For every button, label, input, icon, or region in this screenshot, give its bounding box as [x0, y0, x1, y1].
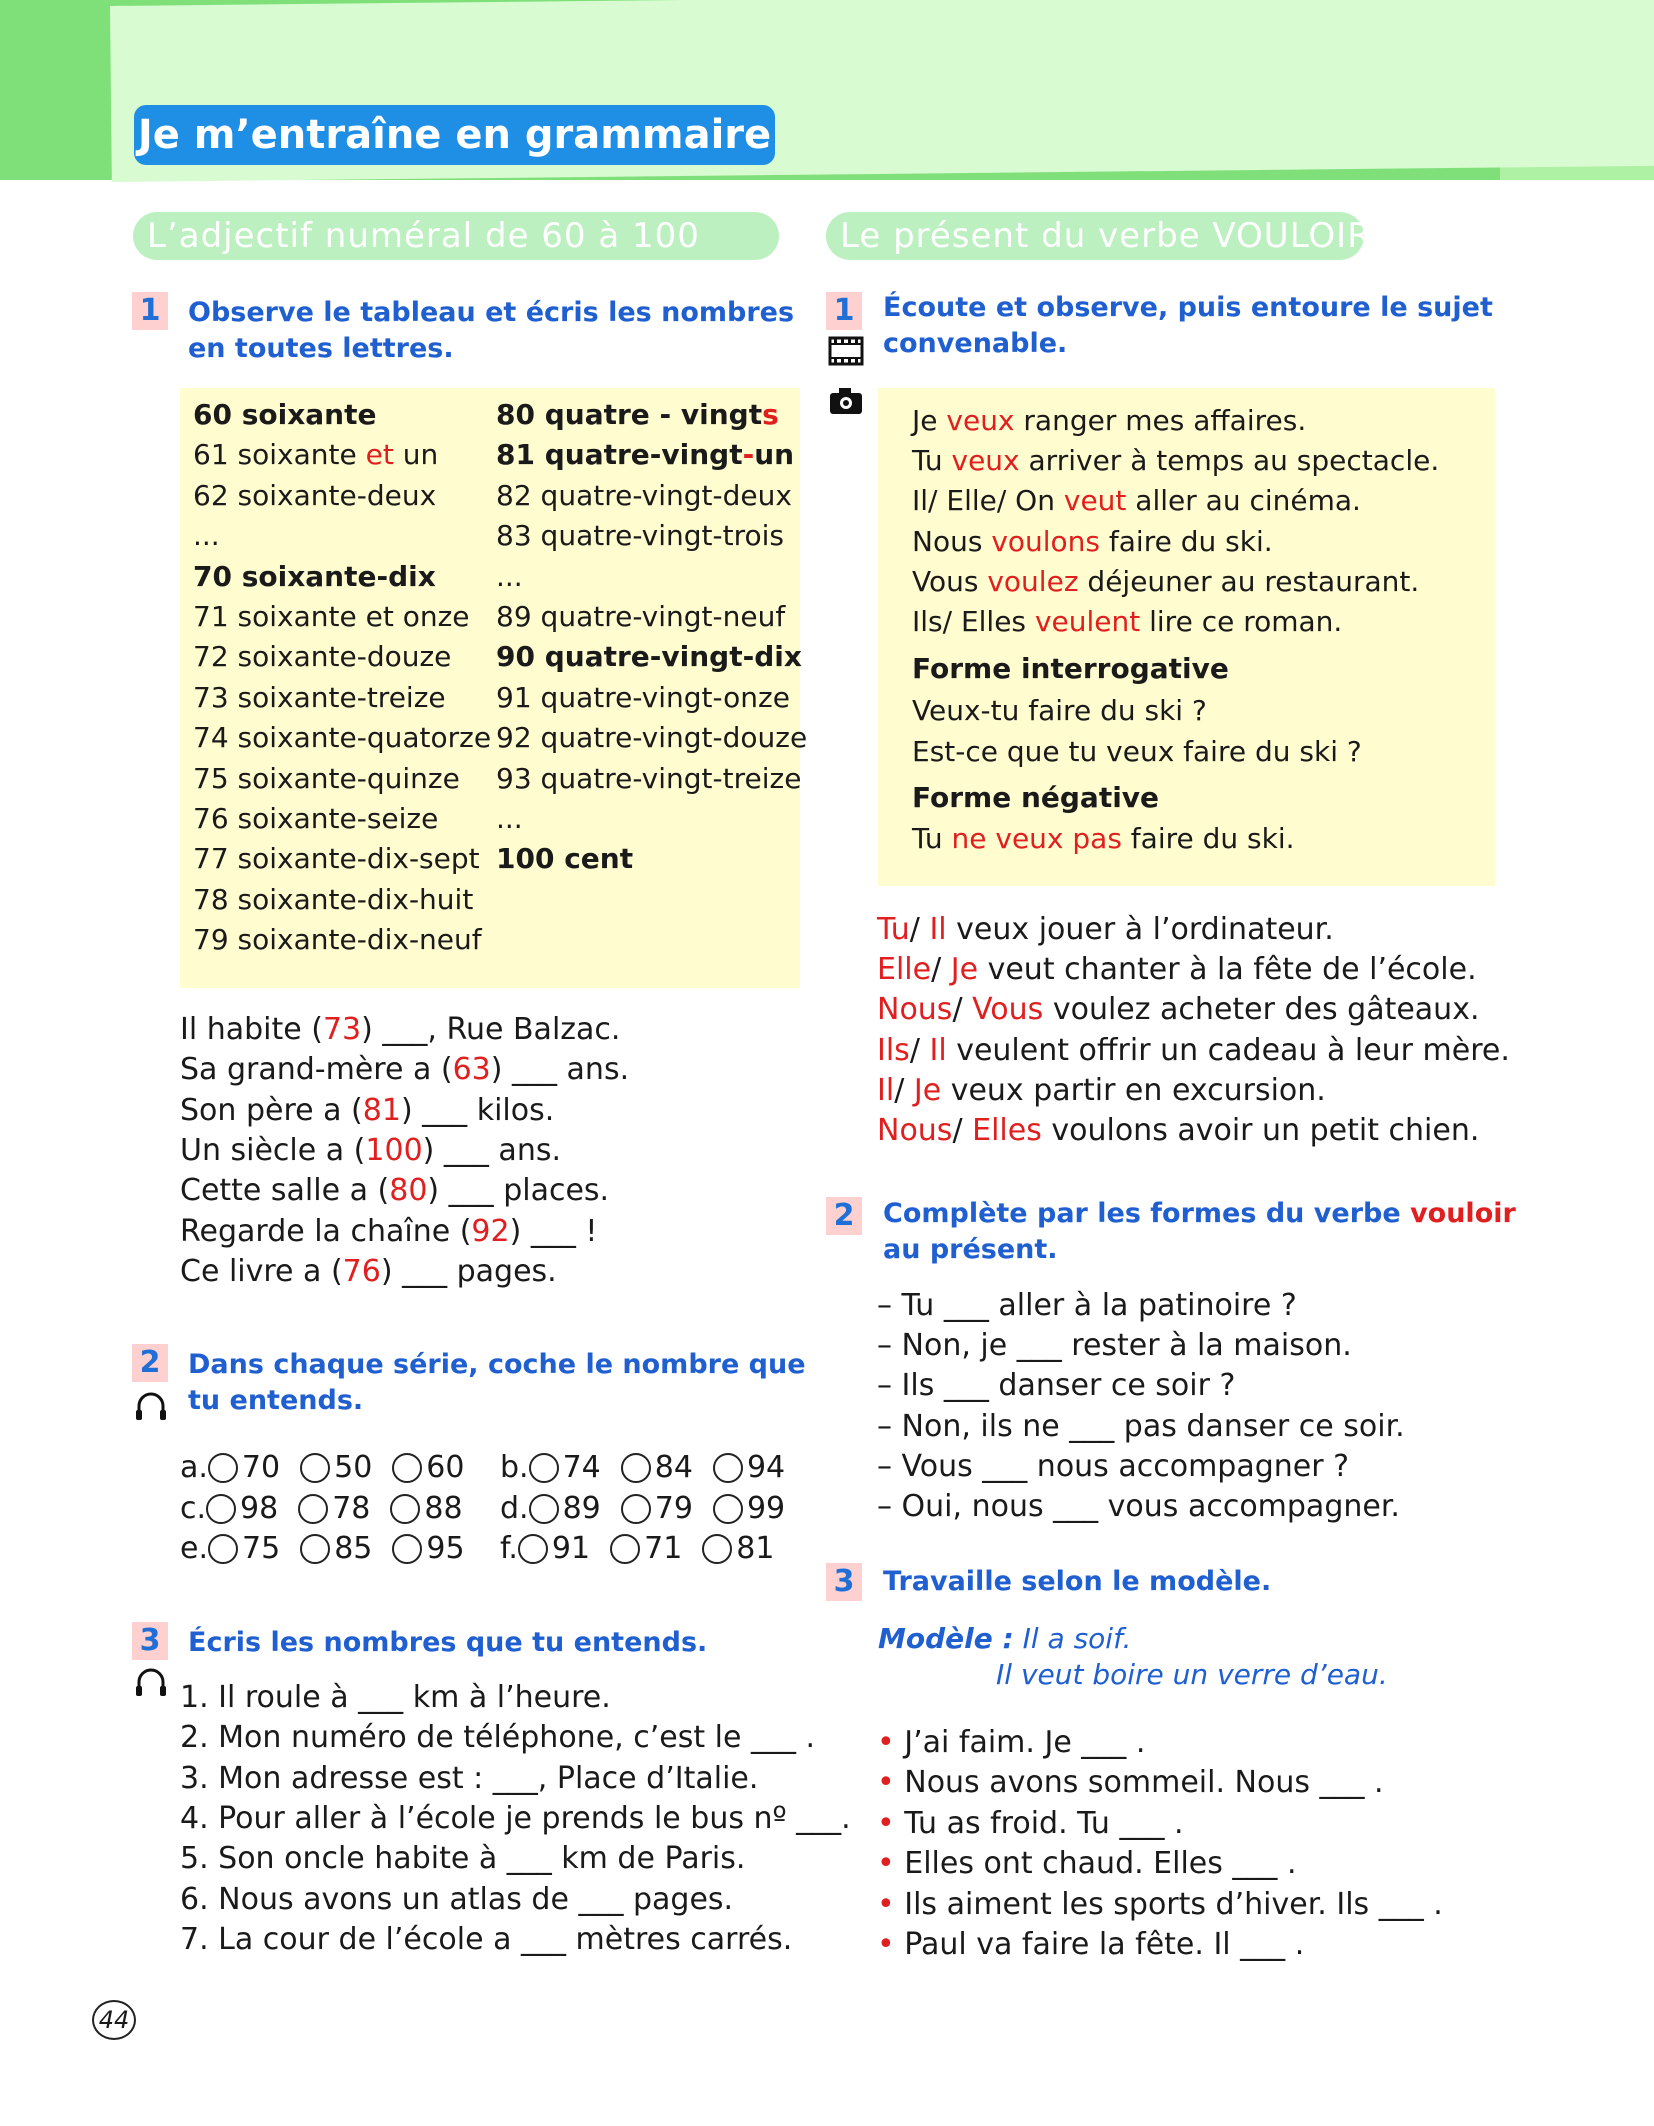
number-digits: 89	[496, 600, 532, 633]
page-title: Je m’entraîne en grammaire	[134, 105, 775, 165]
sentence-text: Il habite (	[180, 1012, 323, 1047]
conjugation-subject: Ils/ Elles	[912, 605, 1035, 638]
number-highlight: -	[742, 438, 755, 472]
choice-number: 60	[426, 1450, 465, 1485]
choice-number: 85	[334, 1531, 373, 1566]
choice-label: b.	[500, 1450, 529, 1485]
conjugation-row	[912, 484, 1361, 517]
choice-sentence-text: veux partir en excursion.	[941, 1072, 1326, 1108]
choice-row	[500, 1491, 785, 1526]
number-words: soixante-seize	[237, 802, 439, 835]
choice-row	[180, 1491, 463, 1526]
conjugation-verb: veux	[946, 404, 1015, 437]
number-highlight: s	[762, 398, 779, 431]
conjugation-verb: veut	[1063, 484, 1127, 518]
sentence-number: 73	[322, 1012, 362, 1047]
number-row	[193, 842, 480, 875]
model-line1: Modèle : Il a soif.	[878, 1622, 1132, 1655]
sentence-item	[180, 1214, 597, 1249]
number-highlight: et	[365, 438, 394, 472]
choice-number: 79	[654, 1490, 693, 1526]
conjugation-row	[912, 605, 1342, 638]
conjugation-rest: faire du ski.	[1100, 524, 1273, 558]
choice-sentence: Tu/ Il veux jouer à l’ordinateur.	[877, 912, 1334, 947]
section-title-numerals: L’adjectif numéral de 60 à 100	[133, 212, 779, 260]
number-words: quatre-vingt-treize	[540, 761, 802, 795]
checkbox-circle[interactable]	[621, 1453, 651, 1483]
model-item	[877, 1846, 1297, 1881]
sentence-text: ) ___ ans.	[490, 1052, 630, 1088]
sentence-item	[180, 1093, 554, 1128]
sentence-text: Un siècle a (	[180, 1132, 366, 1168]
number-digits: 74	[193, 721, 229, 755]
number-words: soixante	[241, 398, 377, 431]
sentence-item	[180, 1133, 561, 1168]
exercise-number: 2	[132, 1344, 168, 1382]
checkbox-circle[interactable]	[529, 1494, 559, 1524]
number-digits: 93	[496, 761, 532, 795]
sentence-number: 76	[342, 1253, 381, 1289]
exercise-instruction: Écoute et observe, puis entoure le sujet convenable.	[883, 292, 1493, 359]
dictation-item: 4. Pour aller à l’école je prends le bus nº ___.	[180, 1800, 851, 1836]
number-words: quatre-vingt	[544, 438, 743, 472]
headphones-icon	[134, 1390, 168, 1422]
number-words: soixante et onze	[237, 600, 470, 633]
choice-sentence-text: veut chanter à la fête de l’école.	[978, 952, 1477, 988]
number-row	[193, 762, 460, 795]
checkbox-circle[interactable]	[300, 1453, 330, 1483]
model-item-text: Tu as froid. Tu ___ .	[904, 1805, 1184, 1841]
dialogue-item: – Non, ils ne ___ pas danser ce soir.	[877, 1408, 1405, 1444]
checkbox-circle[interactable]	[621, 1494, 651, 1524]
negative-title: Forme négative	[912, 781, 1160, 814]
checkbox-circle[interactable]	[390, 1494, 420, 1524]
number-row	[496, 438, 794, 471]
checkbox-circle[interactable]	[300, 1534, 330, 1564]
number-words: soixante	[237, 438, 366, 472]
number-row	[193, 721, 491, 754]
choice-label: a.	[180, 1450, 208, 1485]
sentence-text: Sa grand-mère a (	[180, 1052, 453, 1088]
choice-number: 78	[332, 1490, 371, 1526]
dialogue-item: – Ils ___ danser ce soir ?	[877, 1368, 1236, 1404]
choice-label: e.	[180, 1531, 208, 1566]
number-words: quatre-vingt-onze	[540, 680, 790, 714]
number-digits: 92	[496, 721, 532, 755]
number-row	[496, 640, 802, 673]
number-digits: 82	[496, 478, 532, 512]
sentence-text: ) ___ pages.	[380, 1253, 557, 1289]
sentence-text: ) ___ ans.	[422, 1132, 561, 1168]
number-digits: ...	[496, 802, 523, 835]
subject-option[interactable]: Ils	[877, 1032, 910, 1068]
choice-label: f.	[500, 1531, 518, 1566]
number-row	[193, 438, 438, 471]
conjugation-rest: lire ce roman.	[1140, 605, 1343, 638]
number-row	[496, 802, 523, 835]
number-digits: 91	[496, 680, 532, 714]
model-item-text: Elles ont chaud. Elles ___ .	[904, 1846, 1297, 1882]
conjugation-verb: veux	[951, 444, 1020, 478]
number-digits: 61	[193, 438, 229, 472]
sentence-text: Regarde la chaîne (	[180, 1213, 472, 1249]
conjugation-subject: Il/ Elle/ On	[912, 484, 1064, 518]
bullet-icon: •	[877, 1765, 895, 1801]
number-digits: 80	[496, 398, 535, 431]
choice-number: 84	[654, 1450, 693, 1485]
model-item-text: Paul va faire la fête. Il ___ .	[904, 1927, 1305, 1962]
checkbox-circle[interactable]	[392, 1534, 422, 1564]
conjugation-row	[912, 525, 1273, 558]
conjugation-subject: Nous	[912, 524, 992, 558]
sentence-number: 63	[452, 1052, 491, 1088]
sentence-text: Son père a (	[180, 1092, 363, 1128]
dictation-item: 1. Il roule à ___ km à l’heure.	[180, 1680, 611, 1715]
choice-number: 50	[334, 1450, 373, 1485]
number-digits: 81	[496, 438, 535, 472]
number-words-end: un	[754, 438, 795, 472]
number-row	[496, 398, 779, 431]
checkbox-circle[interactable]	[610, 1534, 640, 1564]
choice-label: c.	[180, 1490, 207, 1526]
number-digits: 70	[193, 559, 232, 593]
choice-number: 71	[644, 1531, 683, 1566]
choice-number: 70	[241, 1450, 281, 1485]
choice-number: 95	[426, 1531, 465, 1566]
choice-row	[180, 1450, 464, 1485]
number-digits: 83	[496, 519, 532, 553]
choice-row	[180, 1531, 465, 1566]
sentence-text: ) ___ !	[509, 1213, 598, 1249]
number-words: quatre - vingt	[544, 398, 763, 431]
number-row	[496, 762, 801, 795]
number-row	[193, 883, 473, 916]
number-row	[193, 640, 451, 673]
model-item-text: J’ai faim. Je ___ .	[904, 1725, 1146, 1760]
number-row	[496, 681, 790, 714]
number-words: quatre-vingt-trois	[540, 519, 785, 553]
checkbox-circle[interactable]	[702, 1534, 732, 1564]
number-row	[496, 842, 633, 875]
choice-sentence: Elle/ Je veut chanter à la fête de l’école.	[877, 952, 1477, 988]
choice-number: 91	[551, 1531, 591, 1566]
checkbox-circle[interactable]	[518, 1534, 548, 1564]
number-row	[193, 519, 220, 552]
sentence-item	[180, 1052, 629, 1087]
checkbox-circle[interactable]	[392, 1453, 422, 1483]
conjugation-rest: ranger mes affaires.	[1014, 404, 1307, 437]
sentence-text: ) ___ places.	[427, 1173, 610, 1209]
conjugation-rest: déjeuner au restaurant.	[1078, 564, 1420, 598]
dialogue-item: – Tu ___ aller à la patinoire ?	[877, 1288, 1297, 1323]
sentence-number: 80	[389, 1173, 428, 1209]
number-digits: 90	[496, 640, 535, 674]
dictation-item: 2. Mon numéro de téléphone, c’est le ___ .	[180, 1720, 816, 1756]
model-item-text: Ils aiment les sports d’hiver. Ils ___ .	[904, 1886, 1443, 1922]
number-row	[496, 479, 792, 512]
choice-sentence: Ils/ Il veulent offrir un cadeau à leur mère.	[877, 1032, 1510, 1068]
subject-option[interactable]: Je	[913, 1072, 942, 1108]
conjugation-subject: Tu	[912, 444, 952, 478]
sentence-text: Cette salle a (	[180, 1173, 390, 1209]
number-words: soixante-dix-huit	[237, 882, 474, 916]
number-digits: 60	[193, 398, 232, 431]
number-digits: 62	[193, 478, 229, 512]
number-words: soixante-douze	[237, 640, 452, 674]
model-item-text: Nous avons sommeil. Nous ___ .	[904, 1765, 1384, 1801]
number-words: soixante-dix-sept	[237, 842, 480, 876]
number-words: cent	[564, 842, 634, 876]
conjugation-row	[912, 565, 1419, 598]
exercise-instruction: Dans chaque série, coche le nombre que tu entends.	[188, 1349, 806, 1416]
number-digits: 73	[193, 680, 229, 714]
subject-option[interactable]: Vous	[972, 992, 1044, 1028]
number-row	[193, 600, 470, 633]
sentence-text: Ce livre a (	[180, 1253, 343, 1289]
sentence-item	[180, 1254, 557, 1289]
number-row	[193, 479, 436, 512]
choice-number: 89	[562, 1490, 601, 1526]
section-title-vouloir: Le présent du verbe VOULOIR	[826, 212, 1364, 260]
dictation-item: 6. Nous avons un atlas de ___ pages.	[180, 1881, 734, 1917]
headphones-icon	[134, 1666, 168, 1698]
number-row	[193, 802, 438, 835]
choice-number: 81	[736, 1531, 775, 1566]
interrogative-example: Est-ce que tu veux faire du ski ?	[912, 734, 1362, 768]
choice-sentence-text: voulez acheter des gâteaux.	[1043, 992, 1480, 1028]
dictation-item: 3. Mon adresse est : ___, Place d’Italie.	[180, 1760, 759, 1796]
exercise-number: 2	[826, 1197, 862, 1235]
number-words: soixante-treize	[237, 680, 446, 714]
camera-icon	[828, 386, 864, 416]
subject-option[interactable]: Elles	[972, 1113, 1042, 1148]
dictation-item: 7. La cour de l’école a ___ mètres carrés.	[180, 1921, 793, 1957]
number-digits: 72	[193, 640, 229, 674]
number-digits: 77	[193, 842, 229, 876]
choice-number: 88	[424, 1490, 463, 1526]
number-row	[496, 560, 523, 593]
choice-number: 74	[562, 1450, 601, 1485]
conjugation-rest: arriver à temps au spectacle.	[1019, 444, 1440, 478]
choice-row	[500, 1450, 785, 1485]
exercise-instruction: Écris les nombres que tu entends.	[188, 1627, 708, 1658]
model-item	[877, 1765, 1384, 1800]
number-words: quatre-vingt-deux	[540, 478, 792, 512]
choice-number: 99	[746, 1490, 786, 1526]
choice-sentence-text: veux jouer à l’ordinateur.	[946, 912, 1334, 947]
model-item	[877, 1725, 1145, 1760]
checkbox-circle[interactable]	[529, 1453, 559, 1483]
dialogue-item: – Vous ___ nous accompagner ?	[877, 1448, 1350, 1484]
bullet-icon: •	[877, 1846, 895, 1882]
number-row	[496, 519, 784, 552]
sentence-number: 81	[362, 1092, 401, 1128]
number-digits: ...	[496, 559, 523, 593]
number-words: soixante-dix-neuf	[237, 923, 482, 957]
model-item	[877, 1806, 1184, 1841]
bullet-icon: •	[877, 1886, 895, 1922]
number-row	[496, 721, 807, 754]
exercise-instruction: Complète par les formes du verbe vouloir au présent.	[883, 1198, 1516, 1265]
bullet-icon: •	[877, 1927, 895, 1962]
dialogue-item: – Non, je ___ rester à la maison.	[877, 1328, 1352, 1364]
sentence-text: ) ___ kilos.	[400, 1092, 555, 1128]
subject-option[interactable]: Nous	[877, 1113, 953, 1148]
conjugation-verb: voulez	[987, 564, 1079, 598]
checkbox-circle[interactable]	[298, 1494, 328, 1524]
number-digits: 79	[193, 923, 229, 957]
checkbox-circle[interactable]	[713, 1494, 743, 1524]
number-row	[193, 681, 446, 714]
exercise-number: 3	[132, 1622, 168, 1660]
subject-option[interactable]: Nous	[877, 992, 953, 1028]
conjugation-verb: voulons	[991, 524, 1101, 558]
sentence-item	[180, 1173, 609, 1208]
subject-option[interactable]: Je	[950, 952, 979, 988]
number-digits: 76	[193, 802, 229, 835]
checkbox-circle[interactable]	[206, 1494, 236, 1524]
choice-sentence-text: voulons avoir un petit chien.	[1041, 1113, 1480, 1148]
choice-number: 75	[242, 1531, 281, 1566]
dictation-item: 5. Son oncle habite à ___ km de Paris.	[180, 1841, 746, 1877]
exercise-number: 1	[132, 292, 168, 330]
choice-sentence: Nous/ Vous voulez acheter des gâteaux.	[877, 992, 1480, 1028]
model-item	[877, 1927, 1304, 1962]
sentence-number: 92	[471, 1213, 510, 1249]
number-row	[496, 600, 785, 633]
exercise-number: 3	[826, 1563, 862, 1601]
checkbox-circle[interactable]	[208, 1453, 238, 1483]
number-words-end: un	[393, 438, 439, 472]
checkbox-circle[interactable]	[208, 1534, 238, 1564]
choice-sentence: Nous/ Elles voulons avoir un petit chien.	[877, 1113, 1480, 1148]
subject-option[interactable]: Il	[929, 912, 947, 947]
number-digits: ...	[193, 519, 220, 553]
number-digits: 71	[193, 600, 229, 633]
sentence-item	[180, 1012, 620, 1047]
model-item	[877, 1887, 1443, 1922]
choice-sentence-text: veulent offrir un cadeau à leur mère.	[946, 1032, 1510, 1068]
number-digits: 100	[496, 842, 555, 876]
number-row	[193, 398, 376, 431]
sentence-text: ) ___, Rue Balzac.	[361, 1012, 621, 1047]
conjugation-rest: aller au cinéma.	[1126, 484, 1361, 518]
conjugation-row	[912, 444, 1439, 477]
checkbox-circle[interactable]	[713, 1453, 743, 1483]
bullet-icon: •	[877, 1805, 895, 1841]
number-row	[193, 560, 436, 593]
model-line2: Il veut boire un verre d’eau.	[996, 1658, 1388, 1691]
subject-option[interactable]: Il	[929, 1032, 947, 1068]
page-number: 44	[92, 2000, 136, 2040]
number-words: soixante-quatorze	[237, 721, 492, 755]
choice-number: 94	[746, 1450, 786, 1485]
exercise-number: 1	[826, 292, 862, 330]
choice-label: d.	[500, 1490, 529, 1526]
number-words: quatre-vingt-neuf	[540, 600, 786, 633]
interrogative-title: Forme interrogative	[912, 652, 1229, 685]
number-words: soixante-dix	[241, 559, 436, 593]
dialogue-item: – Oui, nous ___ vous accompagner.	[877, 1489, 1400, 1524]
sentence-number: 100	[365, 1132, 423, 1168]
bullet-icon: •	[877, 1725, 895, 1760]
number-digits: 78	[193, 882, 229, 916]
film-icon	[828, 334, 864, 368]
number-words: quatre-vingt-dix	[544, 640, 802, 674]
conjugation-verb: veulent	[1034, 605, 1141, 638]
negative-example: Tu ne veux pas faire du ski.	[912, 822, 1295, 855]
subject-option[interactable]: Elle	[877, 952, 932, 988]
interrogative-example: Veux-tu faire du ski ?	[912, 694, 1207, 727]
exercise-instruction: Observe le tableau et écris les nombres en toutes lettres.	[188, 297, 795, 364]
choice-sentence: Il/ Je veux partir en excursion.	[877, 1072, 1326, 1108]
number-row	[193, 923, 482, 956]
exercise-instruction: Travaille selon le modèle.	[883, 1566, 1272, 1597]
conjugation-subject: Je	[912, 404, 947, 437]
choice-number: 98	[240, 1490, 279, 1526]
number-words: soixante-deux	[237, 478, 437, 512]
number-words: soixante-quinze	[237, 761, 460, 795]
conjugation-subject: Vous	[912, 564, 988, 598]
conjugation-row	[912, 404, 1306, 437]
number-digits: 75	[193, 761, 229, 795]
number-words: quatre-vingt-douze	[540, 721, 808, 755]
subject-option[interactable]: Il	[877, 1072, 895, 1108]
choice-row	[500, 1531, 774, 1566]
subject-option[interactable]: Tu	[877, 912, 910, 947]
